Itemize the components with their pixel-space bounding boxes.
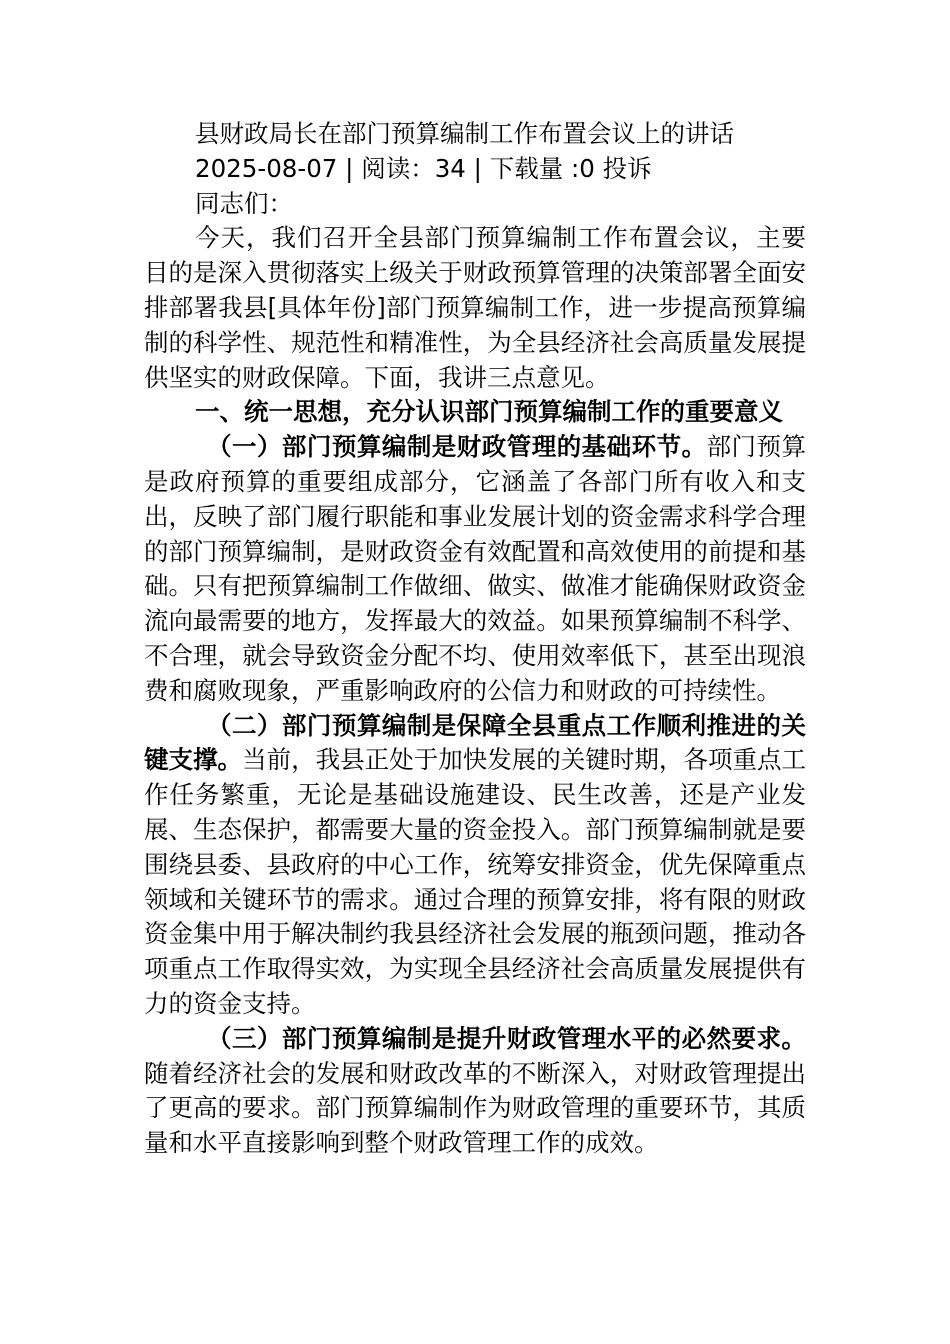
intro-paragraph: 今天，我们召开全县部门预算编制工作布置会议，主要目的是深入贯彻落实上级关于财政预算管理的决策部署全面安排部署我县[具体年份]部门预算编制工作，进一步提高预算编制的科学性、规范性和精准性，为全县经济社会高质量发展提供坚实的财政保障。下面，我讲三点意见。 (144, 223, 806, 392)
section-heading: 一、统一思想，充分认识部门预算编制工作的重要意义 (195, 397, 783, 427)
document-meta: 2025-08-07 | 阅读：34 | 下载量 :0 投诉 (195, 153, 652, 183)
point-lead: （二）部门预算编制是保障全县重点工作顺利推进的关键支撑。 (144, 710, 806, 775)
point-paragraph (144, 430, 806, 708)
document-body (144, 117, 806, 1161)
point-body: 部门预算是政府预算的重要组成部分，它涵盖了各部门所有收入和支出，反映了部门履行职能和事业发展计划的资金需求科学合理的部门预算编制，是财政资金有效配置和高效使用的前提和基础。只有把预算编制工作做细、做实、做准才能确保财政资金流向最需要的地方，发挥最大的效益。如果预算编制不科学、不合理，就会导致资金分配不均、使用效率低下，甚至出现浪费和腐败现象，严重影响政府的公信力和财政的可持续性。 (144, 432, 807, 705)
point-body: 随着经济社会的发展和财政改革的不断深入，对财政管理提出了更高的要求。部门预算编制作为财政管理的重要环节，其质量和水平直接影响到整个财政管理工作的成效。 (144, 1058, 806, 1158)
point-body: 当前，我县正处于加快发展的关键时期，各项重点工作任务繁重，无论是基础设施建设、民生改善，还是产业发展、生态保护，都需要大量的资金投入。部门预算编制就是要围绕县委、县政府的中心工作，统筹安排资金，优先保障重点领域和关键环节的需求。通过合理的预算安排，将有限的财政资金集中用于解决制约我县经济社会发展的瓶颈问题，推动各项重点工作取得实效，为实现全县经济社会高质量发展提供有力的资金支持。 (144, 745, 806, 1018)
point-lead: （一）部门预算编制是财政管理的基础环节。 (207, 432, 707, 462)
point-paragraph (144, 709, 806, 1022)
salutation: 同志们： (195, 188, 293, 218)
document-title: 县财政局长在部门预算编制工作布置会议上的讲话 (195, 119, 734, 148)
point-lead: （三）部门预算编制是提升财政管理水平的必然要求。 (207, 1023, 806, 1053)
point-paragraph (144, 1022, 806, 1161)
